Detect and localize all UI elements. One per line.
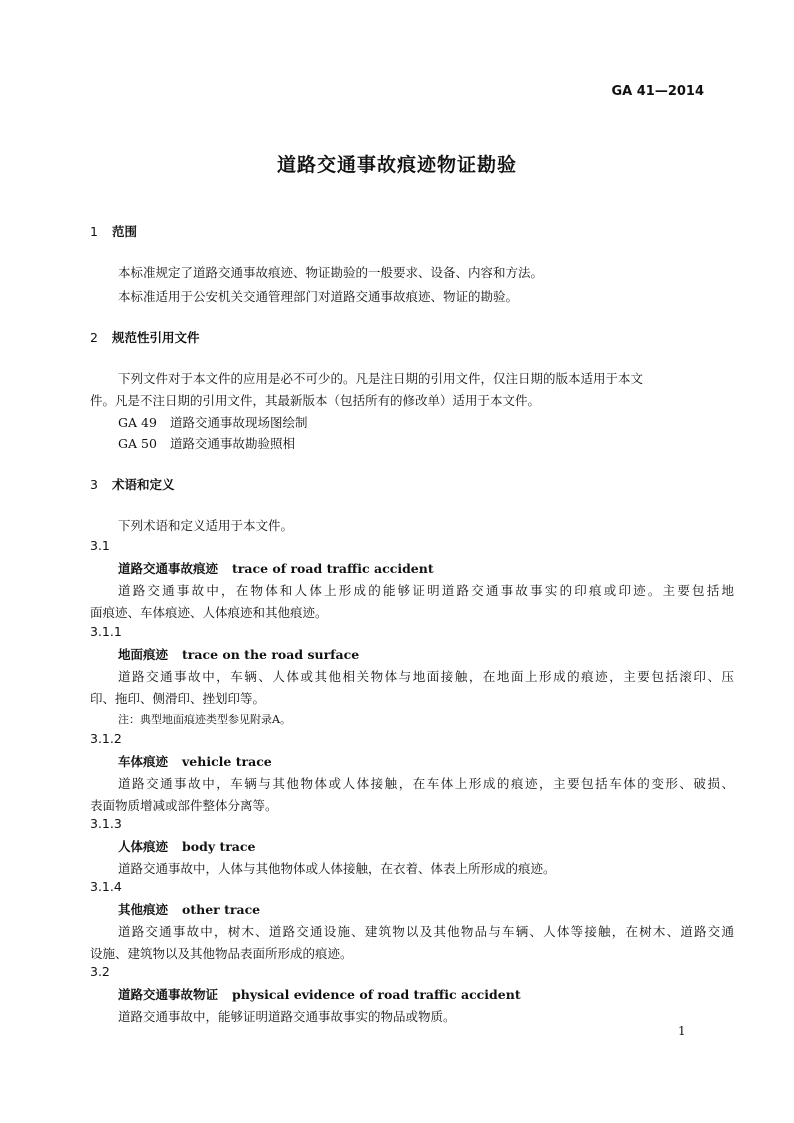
clause-3-1-2-definition-line-1: 道路交通事故中，车辆与其他物体或人体接触，在车体上形成的痕迹，主要包括车体的变形、破损、 [118, 776, 734, 791]
clause-3-1-1-definition-line-2: 印、拖印、侧滑印、挫划印等。 [90, 691, 266, 706]
term-en: trace of road traffic accident [232, 561, 434, 576]
section-1-paragraph-2: 本标准适用于公安机关交通管理部门对道路交通事故痕迹、物证的勘验。 [118, 289, 519, 304]
clause-3-1-4-term [118, 900, 260, 918]
clause-3-1-3-definition-line-1: 道路交通事故中，人体与其他物体或人体接触，在衣着、体表上所形成的痕迹。 [118, 861, 556, 876]
reference-item [118, 434, 295, 452]
section-2-number: 2 [90, 330, 98, 345]
clause-3-1-2-definition-line-2: 表面物质增减或部件整体分离等。 [90, 798, 278, 813]
clause-3-1-1-definition-line-1: 道路交通事故中，车辆、人体或其他相关物体与地面接触，在地面上形成的痕迹，主要包括滚印、压 [118, 669, 734, 684]
section-3-number: 3 [90, 477, 98, 492]
term-zh: 地面痕迹 [118, 647, 169, 662]
clause-3-1-2-term [118, 752, 272, 770]
reference-title: 道路交通事故现场图绘制 [170, 415, 308, 430]
clause-3-1-4-definition-line-1: 道路交通事故中，树木、道路交通设施、建筑物以及其他物品与车辆、人体等接触，在树木、道路交通 [118, 924, 734, 939]
clause-3-2-number: 3.2 [90, 964, 110, 979]
term-en: physical evidence of road traffic accident [232, 987, 521, 1002]
clause-3-2-term [118, 985, 521, 1003]
section-3-heading [90, 475, 175, 493]
term-en: trace on the road surface [182, 647, 360, 662]
clause-3-1-4-number: 3.1.4 [90, 879, 122, 894]
section-1-title: 范围 [112, 224, 138, 239]
clause-3-1-1-note: 注：典型地面痕迹类型参见附录A。 [118, 713, 291, 726]
section-1-paragraph-1: 本标准规定了道路交通事故痕迹、物证勘验的一般要求、设备、内容和方法。 [118, 265, 544, 280]
clause-3-1-1-number: 3.1.1 [90, 624, 122, 639]
term-en: body trace [182, 839, 256, 854]
section-1-number: 1 [90, 224, 98, 239]
section-2-paragraph-line-2: 件。凡是不注日期的引用文件，其最新版本（包括所有的修改单）适用于本文件。 [90, 393, 541, 408]
term-zh: 车体痕迹 [118, 754, 169, 769]
clause-3-1-3-term [118, 837, 255, 855]
clause-3-1-definition-line-2: 面痕迹、车体痕迹、人体痕迹和其他痕迹。 [90, 605, 328, 620]
page-title: 道路交通事故痕迹物证勘验 [276, 154, 517, 176]
section-2-title: 规范性引用文件 [112, 330, 200, 345]
section-3-title: 术语和定义 [112, 477, 175, 492]
reference-code: GA 50 [118, 436, 157, 451]
reference-title: 道路交通事故勘验照相 [170, 436, 296, 451]
term-zh: 道路交通事故物证 [118, 987, 219, 1002]
clause-3-1-definition-line-1: 道路交通事故中，在物体和人体上形成的能够证明道路交通事故事实的印痕或印迹。主要包括地 [118, 583, 734, 598]
term-zh: 其他痕迹 [118, 902, 169, 917]
section-3-intro: 下列术语和定义适用于本文件。 [118, 518, 294, 533]
section-2-paragraph-line-1: 下列文件对于本文件的应用是必不可少的。凡是注日期的引用文件，仅注日期的版本适用于本文 [118, 371, 644, 386]
clause-3-1-term [118, 559, 434, 577]
document-code: GA 41—2014 [611, 84, 704, 99]
clause-3-1-2-number: 3.1.2 [90, 731, 122, 746]
term-zh: 道路交通事故痕迹 [118, 561, 219, 576]
reference-code: GA 49 [118, 415, 157, 430]
term-en: other trace [182, 902, 261, 917]
clause-3-2-definition-line-1: 道路交通事故中，能够证明道路交通事故事实的物品或物质。 [118, 1009, 456, 1024]
section-1-heading [90, 222, 137, 240]
clause-3-1-number: 3.1 [90, 538, 110, 553]
page-number: 1 [678, 1024, 686, 1038]
clause-3-1-1-term [118, 645, 359, 663]
clause-3-1-3-number: 3.1.3 [90, 816, 122, 831]
section-2-heading [90, 328, 200, 346]
term-en: vehicle trace [182, 754, 272, 769]
clause-3-1-4-definition-line-2: 设施、建筑物以及其他物品表面所形成的痕迹。 [90, 946, 353, 961]
reference-item [118, 413, 308, 431]
term-zh: 人体痕迹 [118, 839, 169, 854]
